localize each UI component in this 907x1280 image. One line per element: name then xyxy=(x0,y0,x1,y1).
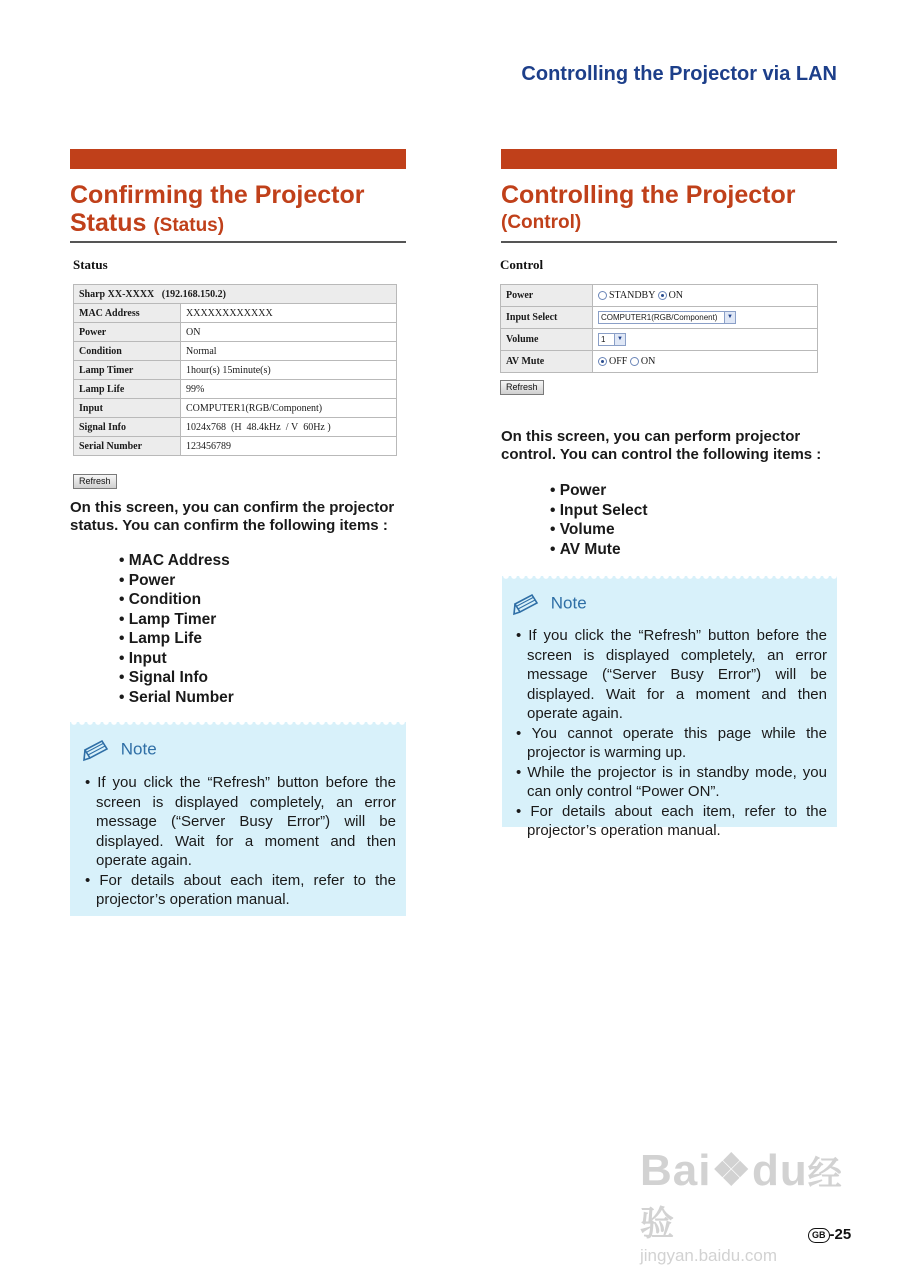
paw-icon: ❖ xyxy=(711,1146,752,1195)
row-label: Power xyxy=(501,285,593,307)
table-row xyxy=(74,323,397,342)
right-item-list xyxy=(550,481,648,559)
list-item: • Serial Number xyxy=(119,688,234,708)
watermark-brand-text: Bai xyxy=(640,1146,712,1195)
table-row xyxy=(74,361,397,380)
list-item: • Volume xyxy=(550,520,648,540)
note-label: Note xyxy=(550,593,587,613)
watermark-url: jingyan.baidu.com xyxy=(640,1246,778,1265)
right-section-bar xyxy=(501,149,837,169)
power-on-label: ON xyxy=(668,290,684,301)
right-note-header xyxy=(512,592,587,616)
table-row xyxy=(501,307,818,329)
status-table xyxy=(73,284,397,456)
table-row xyxy=(74,304,397,323)
page-number-text: -25 xyxy=(829,1226,852,1243)
left-item-list xyxy=(119,551,234,707)
right-section-title xyxy=(501,181,841,237)
right-title-line1: Controlling the Projector xyxy=(501,181,796,209)
row-label: AV Mute xyxy=(501,351,593,373)
table-row xyxy=(501,285,818,307)
avmute-off-radio[interactable] xyxy=(598,357,607,366)
left-note-box xyxy=(70,722,406,916)
chevron-down-icon: ▼ xyxy=(724,312,735,323)
left-title-rule xyxy=(70,241,406,243)
table-row xyxy=(74,437,397,456)
table-row xyxy=(501,351,818,373)
pencil-icon xyxy=(82,738,116,762)
note-scallop-edge xyxy=(502,576,837,581)
list-item: • Input Select xyxy=(550,501,648,521)
pencil-icon xyxy=(512,592,546,616)
right-title-rule xyxy=(501,241,837,243)
left-section-bar xyxy=(70,149,406,169)
row-label: Input Select xyxy=(501,307,593,329)
table-row xyxy=(74,380,397,399)
table-row xyxy=(74,342,397,361)
left-title-line1: Confirming the Projector xyxy=(70,181,365,209)
list-item: • AV Mute xyxy=(550,540,648,560)
right-note-list xyxy=(516,626,827,841)
status-refresh-button[interactable]: Refresh xyxy=(73,474,117,489)
watermark-brand-mid: du xyxy=(751,1146,808,1195)
status-screen-heading: Status xyxy=(73,257,108,272)
power-on-radio[interactable] xyxy=(658,291,667,300)
left-section-title xyxy=(70,181,410,240)
row-value: Normal xyxy=(181,342,397,361)
note-item: • You cannot operate this page while the projector is warming up. xyxy=(516,724,827,763)
row-value: ON xyxy=(181,323,397,342)
volume-dropdown[interactable] xyxy=(598,333,626,346)
list-item: • Signal Info xyxy=(119,668,234,688)
row-value: COMPUTER1(RGB/Component) xyxy=(181,399,397,418)
list-item: • MAC Address xyxy=(119,551,234,571)
left-title-suffix: (Status) xyxy=(153,215,225,236)
status-device-header: Sharp XX-XXXX (192.168.150.2) xyxy=(74,285,397,304)
input-select-value: COMPUTER1(RGB/Component) xyxy=(601,313,718,322)
row-value: 1hour(s) 15minute(s) xyxy=(181,361,397,380)
control-screen-heading: Control xyxy=(500,257,544,272)
list-item: • Power xyxy=(550,481,648,501)
row-label: Lamp Life xyxy=(74,380,181,399)
right-title-suffix: (Control) xyxy=(501,212,582,233)
list-item: • Input xyxy=(119,649,234,669)
page-header-title: Controlling the Projector via LAN xyxy=(521,63,837,85)
power-control xyxy=(593,285,818,307)
right-intro-text: On this screen, you can perform projector control. You can control the following items : xyxy=(501,428,822,463)
right-note-box xyxy=(502,576,837,839)
control-refresh-button[interactable]: Refresh xyxy=(500,380,544,395)
list-item: • Power xyxy=(119,571,234,591)
power-standby-radio[interactable] xyxy=(598,291,607,300)
avmute-on-label: ON xyxy=(640,356,656,367)
volume-value: 1 xyxy=(601,335,606,344)
table-row xyxy=(501,329,818,351)
page-number xyxy=(808,1226,851,1243)
table-row xyxy=(74,399,397,418)
control-table xyxy=(500,284,818,373)
region-badge: GB xyxy=(808,1228,830,1243)
chevron-down-icon: ▼ xyxy=(614,334,625,345)
note-scallop-edge xyxy=(70,722,406,727)
status-table-header-row xyxy=(74,285,397,304)
watermark-brand-cn: 经验 xyxy=(640,1155,843,1243)
row-value: XXXXXXXXXXXX xyxy=(181,304,397,323)
left-intro-text: On this screen, you can confirm the projector status. You can confirm the following items : xyxy=(70,499,395,534)
row-label: Volume xyxy=(501,329,593,351)
list-item: • Condition xyxy=(119,590,234,610)
note-item: • While the projector is in standby mode, you can only control “Power ON”. xyxy=(516,763,827,802)
avmute-on-radio[interactable] xyxy=(630,357,639,366)
input-select-dropdown[interactable] xyxy=(598,311,736,324)
row-label: Signal Info xyxy=(74,418,181,437)
row-label: Lamp Timer xyxy=(74,361,181,380)
note-item: • If you click the “Refresh” button before the screen is displayed completely, an error message (“Server Busy Error”) will be displayed. Wait for a moment and then operate again. xyxy=(516,626,827,724)
left-title-word: Status xyxy=(70,209,147,237)
power-standby-label: STANDBY xyxy=(609,290,656,301)
left-title-line2 xyxy=(70,209,410,240)
row-label: Condition xyxy=(74,342,181,361)
note-item: • For details about each item, refer to the projector’s operation manual. xyxy=(516,802,827,841)
left-note-header xyxy=(82,738,157,762)
table-row xyxy=(74,418,397,437)
row-label: MAC Address xyxy=(74,304,181,323)
row-value: 99% xyxy=(181,380,397,399)
row-label: Input xyxy=(74,399,181,418)
avmute-control xyxy=(593,351,818,373)
list-item: • Lamp Life xyxy=(119,629,234,649)
row-value: 123456789 xyxy=(181,437,397,456)
note-item: • For details about each item, refer to the projector’s operation manual. xyxy=(85,871,396,910)
input-control xyxy=(593,307,818,329)
note-label: Note xyxy=(120,739,157,759)
row-label: Serial Number xyxy=(74,437,181,456)
note-item: • If you click the “Refresh” button before the screen is displayed completely, an error message (“Server Busy Error”) will be displayed. Wait for a moment and then operate again. xyxy=(85,773,396,871)
left-note-list xyxy=(85,773,396,910)
volume-control xyxy=(593,329,818,351)
row-value: 1024x768 (H 48.4kHz / V 60Hz ) xyxy=(181,418,397,437)
row-label: Power xyxy=(74,323,181,342)
list-item: • Lamp Timer xyxy=(119,610,234,630)
avmute-off-label: OFF xyxy=(609,356,628,367)
